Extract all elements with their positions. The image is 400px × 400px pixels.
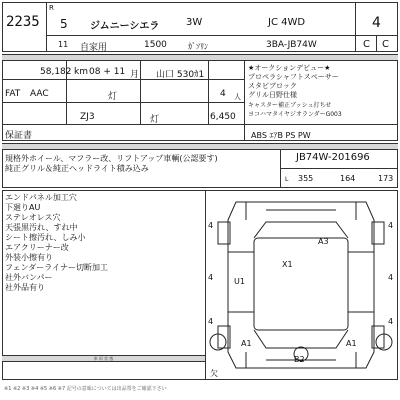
tire-mark: 4 bbox=[208, 273, 214, 282]
comment-line: 社外バンパー bbox=[5, 273, 53, 282]
damage-mark: X1 bbox=[282, 260, 293, 269]
dimension-prefix: L bbox=[285, 176, 289, 183]
tire-mark: 4 bbox=[388, 317, 394, 326]
comment-line: エンドパネル加工穴 bbox=[5, 193, 77, 202]
comment-line: 外装小擦有り bbox=[5, 253, 53, 262]
comment-line: シート擦汚れ、しみ小 bbox=[5, 233, 86, 242]
transmission: FAT bbox=[5, 89, 21, 99]
year-prefix: 5 bbox=[60, 17, 68, 31]
price: 6,450 bbox=[210, 112, 236, 122]
comment-line: フェンダーライナー切断加工 bbox=[5, 263, 109, 272]
missing-mark: 欠 bbox=[210, 369, 218, 378]
warranty-book: 保証書 bbox=[5, 131, 33, 141]
damage-mark: A3 bbox=[318, 237, 329, 246]
air-conditioner: AAC bbox=[30, 89, 49, 99]
comment-line: エアクリーナー改 bbox=[5, 243, 69, 252]
model-code: 3BA-JB74W bbox=[266, 40, 317, 50]
damage-mark: U1 bbox=[234, 277, 245, 286]
condition-bar: 車 両 状 態 bbox=[2, 355, 205, 362]
vehicle-length: 355 bbox=[298, 174, 314, 183]
lot-number: 2235 bbox=[6, 14, 40, 30]
car-condition-diagram bbox=[206, 192, 396, 378]
sales-point: プロペラシャフトスペーサー bbox=[248, 73, 339, 81]
color-code: ZJ3 bbox=[80, 112, 95, 122]
inspection-date: 08 + 11 bbox=[89, 67, 126, 77]
model-name: ジムニーシエラ bbox=[90, 21, 160, 32]
sales-point: スタビブロック bbox=[248, 82, 297, 90]
damage-mark: A1 bbox=[241, 339, 252, 348]
comment-line: 下廻りAU bbox=[5, 203, 41, 212]
tire-mark: 4 bbox=[388, 221, 394, 230]
tire-mark: 4 bbox=[208, 221, 214, 230]
sales-point: ヨコハマタイヤジオランダーG003 bbox=[248, 111, 342, 118]
details-bar bbox=[2, 54, 244, 61]
usage: 自家用 bbox=[80, 43, 108, 53]
fuel-type: ｶﾞｿﾘﾝ bbox=[188, 42, 208, 51]
interior-grade: C bbox=[363, 39, 370, 50]
tire-mark: 4 bbox=[388, 273, 394, 282]
grade: JC 4WD bbox=[268, 17, 306, 28]
comment-line: 天張黒汚れ、すれ中 bbox=[5, 223, 78, 232]
tire-mark: 4 bbox=[208, 317, 214, 326]
sales-point: グリル日野仕様 bbox=[248, 91, 297, 99]
footer-note: ※1 ※2 ※3 ※4 ※5 ※6 ※7 記号の意味については出品票をご確認下さい bbox=[4, 386, 167, 392]
capacity-unit: 人 bbox=[234, 93, 241, 101]
vehicle-width: 164 bbox=[340, 174, 356, 183]
damage-mark: A1 bbox=[346, 339, 357, 348]
year-unit: 11 bbox=[58, 40, 69, 49]
mileage-unit: km bbox=[74, 67, 88, 77]
notes-line: 規格外ホイール、マフラー改、リフトアップ車輌(公認要す) bbox=[5, 154, 218, 163]
mileage: 58,182 bbox=[40, 67, 72, 77]
notes-bar bbox=[2, 143, 280, 150]
color-mark: 灯 bbox=[108, 92, 118, 102]
sales-point: キャスター補正ブッシュ打ちせ bbox=[248, 102, 332, 109]
chassis-bar bbox=[280, 143, 398, 150]
registration-plate: 山口 530ｶ1 bbox=[156, 70, 205, 80]
inspection-unit: 月 bbox=[130, 70, 140, 80]
vehicle-height: 173 bbox=[378, 174, 394, 183]
notes-line: 純正グリル＆純正ヘッドライト積み込み bbox=[5, 164, 149, 173]
comment-line: 社外品有り bbox=[5, 283, 45, 292]
color-name: 灯 bbox=[150, 115, 160, 125]
displacement: 1500 bbox=[144, 40, 167, 50]
door-type: 3W bbox=[186, 17, 203, 28]
sales-bar bbox=[244, 54, 398, 61]
exterior-grade: C bbox=[382, 39, 389, 50]
damage-mark: B2 bbox=[294, 355, 305, 364]
chassis-number: JB74W-201696 bbox=[296, 152, 370, 163]
auction-score: 4 bbox=[372, 15, 381, 31]
capacity: 4 bbox=[220, 89, 226, 99]
sales-point: ★オークションデビュー★ bbox=[248, 64, 331, 72]
comment-line: ステレオレス穴 bbox=[5, 213, 61, 222]
equipment-list: ABS ｴｱB PS PW bbox=[251, 131, 311, 140]
r-mark: R bbox=[49, 4, 54, 12]
